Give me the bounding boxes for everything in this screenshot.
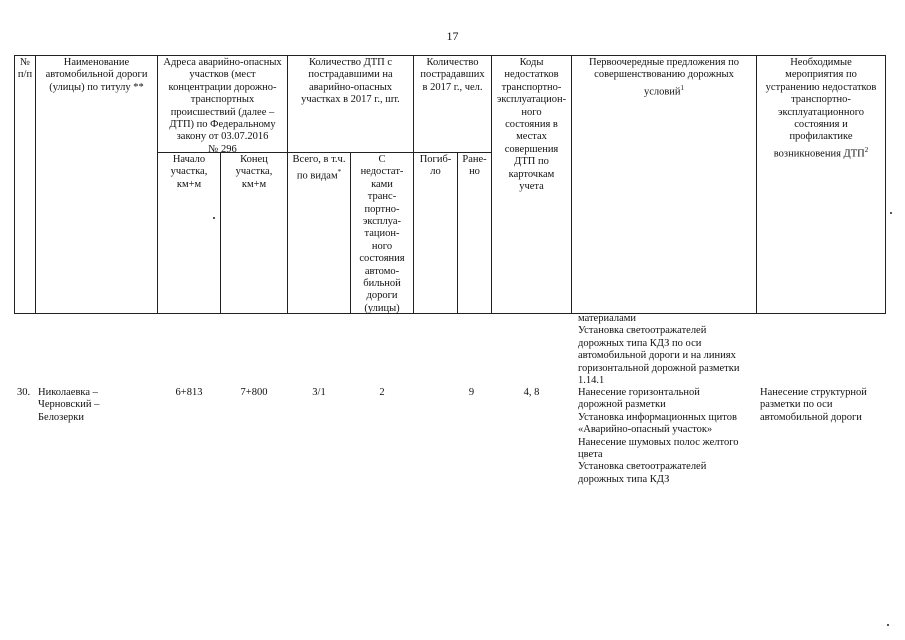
header-addresses: Адреса аварийно-опасных участков (мест концентрации дорожно- транспортных происшествий (далее – ДТП) по Федеральному закону от 03.07.2016 № 296 bbox=[163, 57, 282, 155]
header-with-defects: С недостат- ками транс- портно- эксплуа- тацион- ного состояния автомо- бильной дороги (улицы) bbox=[359, 154, 405, 314]
header-injured: Ране- но bbox=[462, 154, 487, 178]
header-killed: Погиб- ло bbox=[419, 154, 452, 178]
page-number: 17 bbox=[446, 29, 459, 43]
header-total: Всего, в т.ч. по видам* bbox=[292, 154, 346, 182]
row-with-defects: 2 bbox=[379, 387, 385, 398]
header-victims: Количество пострадавших в 2017 г., чел. bbox=[420, 57, 485, 93]
row-end: 7+800 bbox=[240, 387, 268, 398]
header-section-start: Начало участка, км+м bbox=[170, 154, 208, 190]
table-border-left bbox=[14, 55, 15, 314]
row-codes: 4, 8 bbox=[523, 387, 540, 398]
row-measures: Нанесение структурной разметки по оси автомобильной дороги bbox=[760, 387, 867, 423]
table-border-top bbox=[14, 55, 886, 56]
header-dtp-count: Количество ДТП с пострадавшими на аварийно-опасных участках в 2017 г., шт. bbox=[301, 57, 400, 106]
header-section-end: Конец участка, км+м bbox=[235, 154, 273, 190]
header-road-name: Наименование автомобильной дороги (улицы) по титулу ** bbox=[45, 57, 148, 93]
proposals-continuation: материалами Установка светоотражателей дорожных типа КДЗ по оси автомобильной дороги и на линиях горизонтальной дорожной разметки 1.14.1 bbox=[578, 313, 740, 387]
header-proposals: Первоочередные предложения по совершенствованию дорожных условий$^1$ bbox=[589, 57, 739, 98]
row-road: Николаевка – Черновский – Белозерки bbox=[38, 387, 100, 423]
row-start: 6+813 bbox=[175, 387, 203, 398]
row-proposals: Нанесение горизонтальной дорожной разметки Установка информационных щитов «Аварийно-опасный участок» Нанесение шумовых полос желтого цвета Установка светоотражателей дорожных типа КДЗ bbox=[578, 387, 739, 485]
scan-speck bbox=[213, 217, 215, 219]
scan-speck bbox=[887, 624, 889, 626]
scan-speck bbox=[890, 212, 892, 214]
header-num: № п/п bbox=[17, 57, 33, 81]
header-measures: Необходимые мероприятия по устранению недостатков транспортно- эксплуатационного состояния и профилактике возникновения ДТП$^2$ bbox=[765, 57, 877, 160]
table-border-right bbox=[885, 55, 886, 314]
row-num: 30. bbox=[17, 387, 31, 398]
row-injured: 9 bbox=[468, 387, 475, 398]
row-total: 3/1 bbox=[312, 387, 326, 398]
header-codes: Коды недостатков транспортно- эксплуатацион- ного состояния в местах совершения ДТП по карточкам учета bbox=[496, 57, 567, 193]
